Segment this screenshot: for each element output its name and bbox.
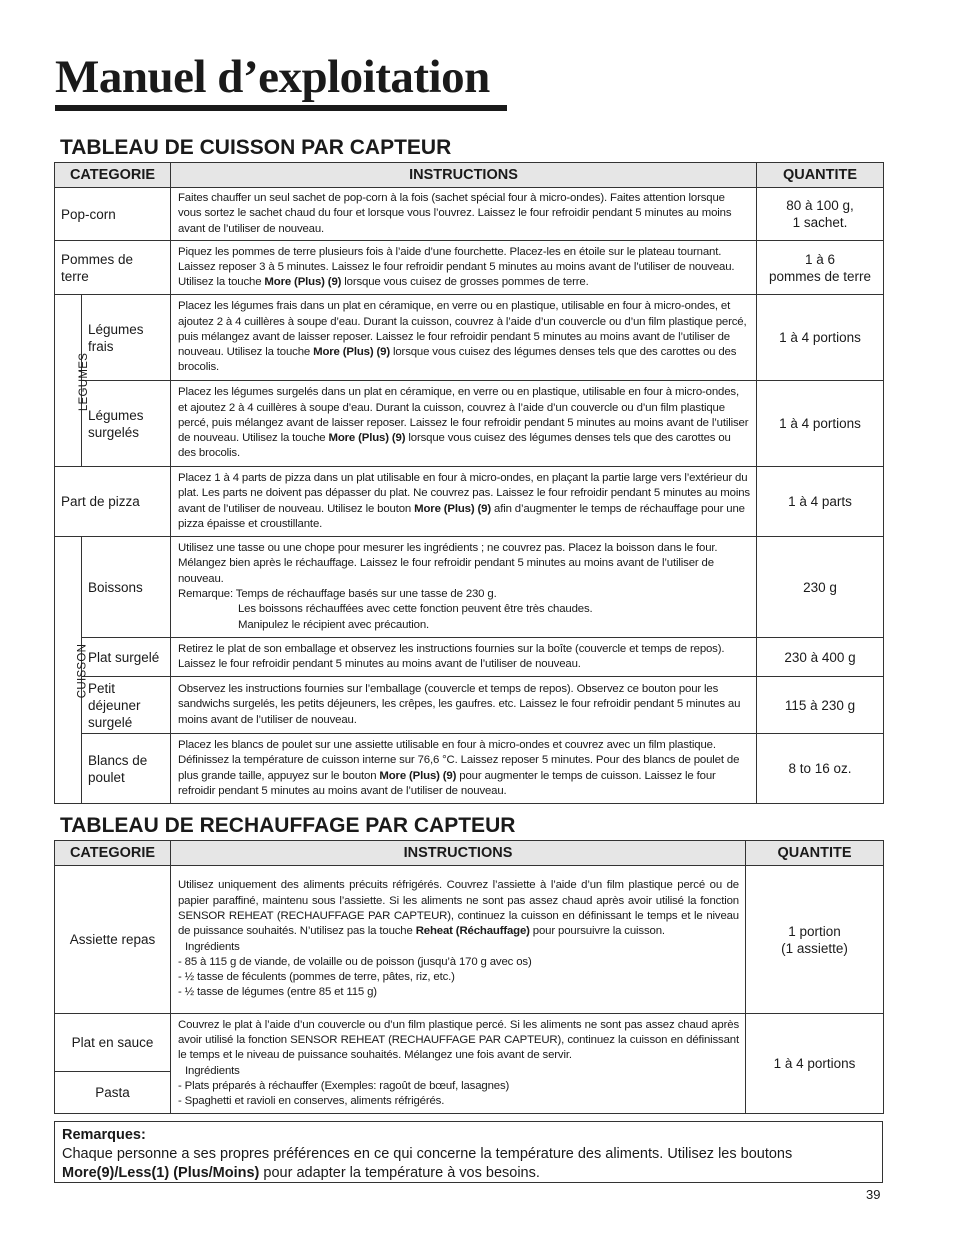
quantity-cell: 1 à 4 parts — [757, 467, 884, 537]
category-cell: Blancs de poulet — [82, 734, 171, 804]
ingredient-item: - ½ tasse de féculents (pommes de terre, pâtes, riz, etc.) — [178, 971, 455, 984]
category-cell: Pommes de terre — [55, 241, 171, 295]
table-row-blancs-poulet — [55, 734, 884, 804]
ingredients-title: Ingrédients — [185, 940, 240, 953]
header-instructions: INSTRUCTIONS — [171, 163, 757, 188]
quantity-cell: 1 à 4 portions — [757, 295, 884, 381]
quantity-line: 1 portion — [788, 923, 841, 939]
quantity-cell: 230 à 400 g — [757, 638, 884, 677]
reheat-sensor-table — [54, 840, 884, 1114]
remarks-buttons: More(9)/Less(1) (Plus/Moins) — [62, 1165, 260, 1181]
category-cell: Part de pizza — [55, 467, 171, 537]
category-cell: Petit déjeuner surgelé — [82, 677, 171, 734]
instructions-text: Couvrez le plat à l’aide d’un couvercle ou d’un film plastique percé. Si les aliments ne sont pas assez chaud après avoir utilisé la fonction SENSOR REHEAT (RECHAUFFAGE PAR CAPTEUR), continuez la cuisson en définissant le temps et le niveau de puissance souhaités. Mélangez une fois avant de servir. — [178, 1018, 739, 1062]
instructions-cell — [171, 734, 757, 804]
instructions-text: lorsque vous cuisez des légumes denses tels que des carottes ou des brocolis. — [178, 346, 737, 374]
ingredients-title: Ingrédients — [185, 1064, 240, 1077]
table-header-row — [55, 841, 884, 866]
quantity-cell: 115 à 230 g — [757, 677, 884, 734]
instructions-cell: Faites chauffer un seul sachet de pop-corn à la fois (sachet spécial four à micro-ondes). Faites attention lorsque vous sortez le sachet chaud du four et lorsque vous l’ouvrez. Laissez le four refroidir pendant 5 minutes au moins avant de l’utiliser de nouveau. — [171, 188, 757, 241]
instructions-text: Placez 1 à 4 parts de pizza dans un plat utilisable en four à micro-ondes, en plaçant la partie large vers l’extérieur du plat. Les parts ne doivent pas dépasser du plat. Ne couvrez pas. Laissez le four refroidir pendant 5 minutes au moins avant de l’utiliser de nouveau. Utilisez le bouton — [178, 471, 750, 515]
table-row-legumes-frais — [55, 295, 884, 381]
table-row-legumes-surgeles — [55, 381, 884, 467]
instructions-text: afin d’augmenter le temps de réchauffage pour une pizza épaisse et croustillante. — [178, 502, 745, 530]
table-row-pommes — [55, 241, 884, 295]
instructions-note: Manipulez le récipient avec précaution. — [238, 618, 430, 631]
key-name: More (Plus) (9) — [328, 432, 406, 445]
category-cell: Boissons — [82, 537, 171, 638]
instructions-cell — [171, 295, 757, 381]
category-cell: Pasta — [55, 1072, 171, 1114]
group-label-text: LEGUMES — [78, 352, 91, 411]
instructions-cell — [171, 241, 757, 295]
group-label-legumes — [55, 295, 91, 467]
instructions-text: Utilisez uniquement des aliments précuits réfrigérés. Couvrez l’assiette à l’aide d’un film plastique percé ou de papier paraffiné, maintenu sous l’assiette. Si les aliments ne sont pas assez chaud après avoir utilisé la fonction SENSOR REHEAT (RECHAUFFAGE PAR CAPTEUR), continuez la cuisson en définissant le temps et le niveau de puissance souhaités. N’utilisez pas la touche — [178, 879, 739, 938]
table-row-popcorn — [55, 188, 884, 241]
remarks-text-end: pour adapter la température à vos besoins. — [259, 1165, 540, 1181]
quantity-cell: 1 à 4 portions — [746, 1014, 884, 1114]
header-quantite: QUANTITE — [757, 163, 884, 188]
remarks-text: Chaque personne a ses propres préférences en ce qui concerne la température des aliments. Utilisez les boutons — [62, 1146, 793, 1162]
key-name: More (Plus) (9) — [379, 769, 457, 782]
quantity-cell — [757, 241, 884, 295]
instructions-text: lorsque vous cuisez des légumes denses tels que des carottes ou des brocolis. — [178, 432, 731, 460]
key-name: More (Plus) (9) — [264, 276, 342, 289]
quantity-line: (1 assiette) — [781, 940, 848, 956]
instructions-cell — [171, 1014, 746, 1114]
instructions-cell — [171, 467, 757, 537]
instructions-text: Piquez les pommes de terre plusieurs fois à l’aide d’une fourchette. Placez-les en étoile sur le plateau tournant. Laissez reposer 3 à 5 minutes. Laissez le four refroidir pendant 5 minutes au moins avant de l’utiliser de nouveau. Utilisez la touche — [178, 245, 735, 289]
instructions-cell: Retirez le plat de son emballage et observez les instructions fournies sur la boîte (couvercle et temps de repos). Laissez le four refroidir pendant 5 minutes au moins avant de l’utiliser de nouveau. — [171, 638, 757, 677]
quantity-line: 1 sachet. — [792, 215, 848, 230]
header-instructions: INSTRUCTIONS — [171, 841, 746, 866]
instructions-text: Placez les légumes surgelés dans un plat en céramique, en verre ou en plastique, utilisable en four à micro-ondes, et ajoutez 2 à 4 cuillères à soupe d’eau. Durant la cuisson, couvrez à l’aide d’un couvercle ou d’un film plastique percé, puis mélangez avant de laisser reposer. Laissez le four refroidir pendant 5 minutes au moins avant de l’utiliser de nouveau. Utilisez la touche — [178, 386, 749, 445]
instructions-text: pour augmenter le temps de cuisson. Laissez le four refroidir pendant 5 minutes au moins avant de l’utiliser de nouveau. — [178, 769, 716, 797]
table-row-assiette — [55, 866, 884, 1014]
instructions-note: Les boissons réchauffées avec cette fonction peuvent être très chaudes. — [238, 603, 593, 616]
header-quantite: QUANTITE — [746, 841, 884, 866]
instructions-text: lorsque vous cuisez de grosses pommes de terre. — [341, 276, 589, 289]
page-number: 39 — [866, 1187, 881, 1202]
quantity-cell — [757, 188, 884, 241]
remarks-box — [54, 1121, 883, 1183]
quantity-line: pommes de terre — [768, 268, 872, 284]
quantity-cell: 1 à 4 portions — [757, 381, 884, 467]
table-row-boissons — [55, 537, 884, 638]
instructions-text: Placez les légumes frais dans un plat en céramique, en verre ou en plastique, utilisable en four à micro-ondes, et ajoutez 2 à 4 cuillères à soupe d’eau. Durant la cuisson, couvrez à l’aide d’un couvercle ou d’un film plastique percé, puis mélangez avant de laisser reposer. Laissez le four refroidir pendant 5 minutes au moins avant de l’utiliser de nouveau. Utilisez la touche — [178, 300, 747, 359]
quantity-cell — [746, 866, 884, 1014]
quantity-cell: 8 to 16 oz. — [757, 734, 884, 804]
key-name: Reheat (Réchauffage) — [415, 925, 530, 938]
category-cell: Assiette repas — [55, 866, 171, 1014]
header-categorie: CATEGORIE — [55, 163, 171, 188]
page-title: Manuel d’exploitation — [55, 51, 490, 103]
table-row-pizza — [55, 467, 884, 537]
category-cell: Légumes surgelés — [82, 381, 171, 467]
table-row-petit-dejeuner — [55, 677, 884, 734]
ingredient-item: - Plats préparés à réchauffer (Exemples: ragoût de bœuf, lasagnes) — [178, 1079, 510, 1092]
quantity-line: 1 à 6 — [804, 251, 836, 267]
instructions-text: Placez les blancs de poulet sur une assiette utilisable en four à micro-ondes et couvrez avec un film plastique. Définissez la température de cuisson interne sur 76,6 °C. Laissez reposer 5 minutes. Pour des blancs de poulet de plus grande taille, appuyez sur le bouton — [178, 738, 740, 782]
table-header-row — [55, 163, 884, 188]
instructions-cell — [171, 866, 746, 1014]
quantity-line: 80 à 100 g, — [786, 198, 854, 213]
table-row-plat-en-sauce — [55, 1014, 884, 1072]
cooking-sensor-table — [54, 162, 884, 804]
instructions-cell: Observez les instructions fournies sur l’emballage (couvercle et temps de repos). Observez ce bouton pour les sandwichs surgelés, les petits déjeuners, les crêpes, les gaufres. etc. Laissez le four refroidir pendant 5 minutes au moins avant de l’utiliser de nouveau. — [171, 677, 757, 734]
instructions-note: Remarque: Temps de réchauffage basés sur une tasse de 230 g. — [178, 588, 497, 600]
group-label-text: CUISSON — [76, 643, 89, 699]
category-cell: Légumes frais — [82, 295, 171, 381]
remarks-title: Remarques: — [62, 1127, 146, 1143]
category-cell: Pop-corn — [55, 188, 171, 241]
instructions-cell — [171, 537, 757, 638]
table-row-plat-surgele — [55, 638, 884, 677]
category-cell: Plat en sauce — [55, 1014, 171, 1072]
key-name: More (Plus) (9) — [414, 502, 491, 515]
category-cell: Plat surgelé — [82, 638, 171, 677]
ingredient-item: - ½ tasse de légumes (entre 85 et 115 g) — [178, 986, 377, 999]
instructions-cell — [171, 381, 757, 467]
group-label-cuisson — [55, 537, 89, 804]
section-title-rechauffage: TABLEAU DE RECHAUFFAGE PAR CAPTEUR — [60, 814, 516, 837]
ingredient-item: - Spaghetti et ravioli en conserves, aliments réfrigérés. — [178, 1095, 445, 1108]
instructions-text: Utilisez une tasse ou une chope pour mesurer les ingrédients ; ne couvrez pas. Placez la boisson dans le four. Mélangez bien après le réchauffage. Laissez le four refroidir pendant 5 minutes au moins avant de l’utiliser de nouveau. — [178, 542, 718, 585]
header-categorie: CATEGORIE — [55, 841, 171, 866]
section-title-cuisson: TABLEAU DE CUISSON PAR CAPTEUR — [60, 136, 452, 159]
quantity-cell: 230 g — [757, 537, 884, 638]
ingredient-item: - 85 à 115 g de viande, de volaille ou de poisson (jusqu’à 170 g avec os) — [178, 955, 532, 968]
title-underline — [55, 105, 507, 111]
instructions-text: pour poursuivre la cuisson. — [529, 925, 665, 938]
key-name: More (Plus) (9) — [313, 346, 390, 359]
